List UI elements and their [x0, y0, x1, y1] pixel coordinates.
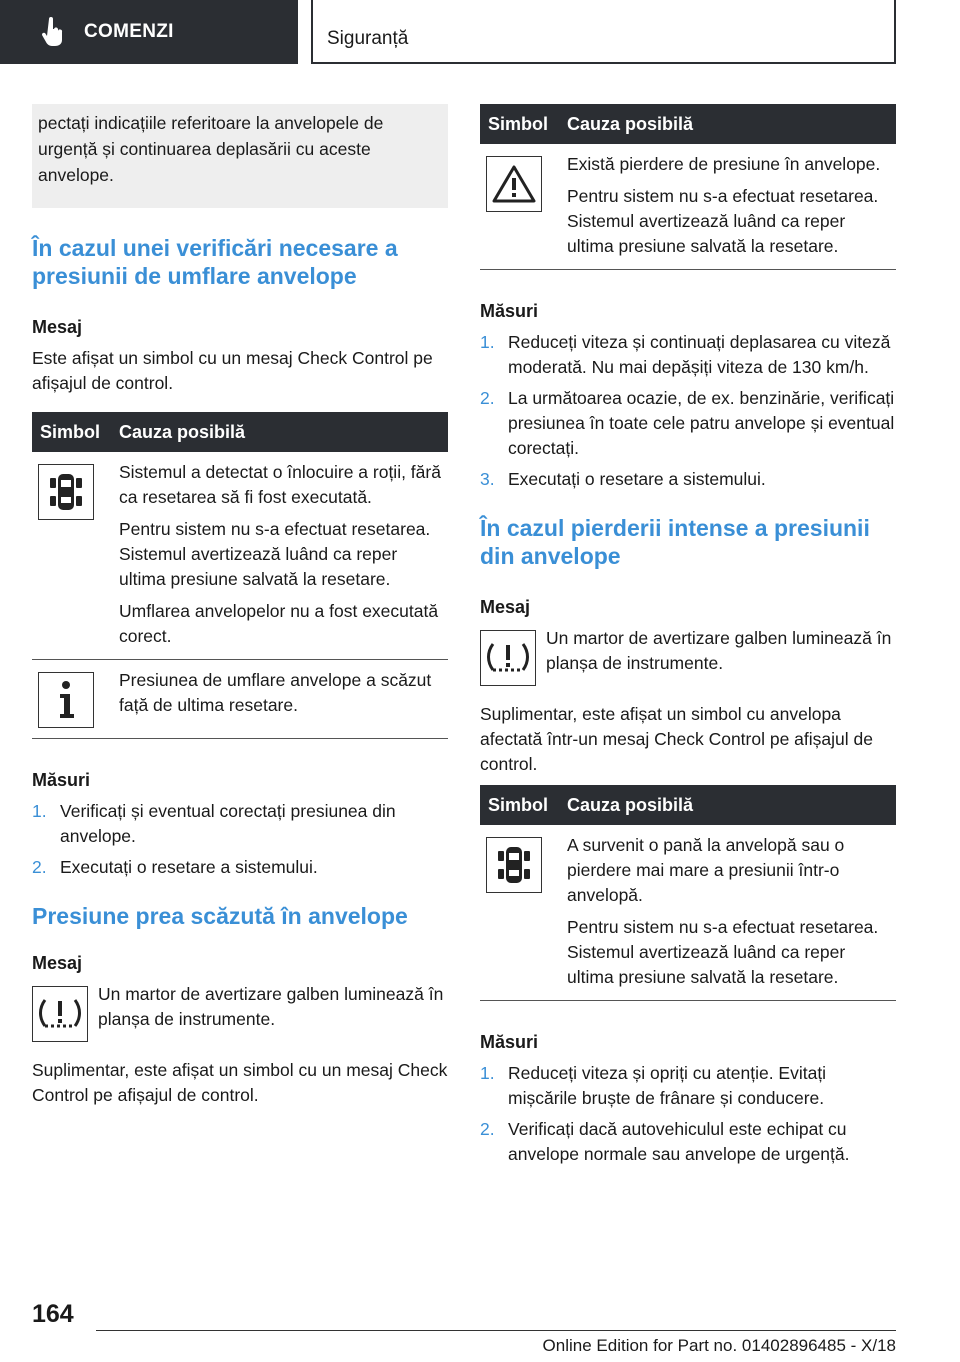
cause-text: Pentru sistem nu s-a efectuat resetarea. Sistemul avertizează luând ca reper ultima presiune salvată la resetare.: [567, 186, 879, 256]
measures-list: [480, 1061, 896, 1167]
measures-list: [480, 330, 896, 492]
table-header: [32, 412, 448, 452]
symbol-table: [480, 104, 896, 270]
section-heading: În cazul unei verificări necesare a presiunii de umflare anvelope: [32, 235, 398, 289]
header-symbol: Simbol: [488, 794, 549, 815]
right-column: [480, 104, 896, 1189]
cause-text: Presiunea de umflare anvelope a scăzut față de ultima resetare.: [119, 670, 432, 715]
cause-text: A survenit o pană la anvelopă sau o pierdere mai mare a presiunii într-o anvelopă.: [567, 835, 845, 905]
message-text: Suplimentar, este afișat un simbol cu un mesaj Check Control pe afișajul de control.: [32, 1060, 448, 1105]
symbol-table: [32, 412, 448, 739]
section-header: [311, 0, 896, 64]
measures-list: [32, 799, 448, 880]
list-item: 1. Reduceți viteza și opriți cu atenție. Evitați mișcările bruște de frânare și conducere.: [480, 1063, 827, 1108]
left-column: [32, 104, 448, 1124]
list-item: 2. Verificați dacă autovehiculul este echipat cu anvelope normale sau anvelope de urgență.: [480, 1119, 850, 1164]
tire-pressure-warning-icon: [32, 986, 88, 1042]
header-symbol: Simbol: [488, 113, 549, 134]
table-row: [480, 144, 896, 270]
message-label: Mesaj: [480, 597, 531, 617]
list-item: 3. Executați o resetare a sistemului.: [480, 469, 766, 489]
cause-text: Există pierdere de presiune în anvelope.: [567, 154, 881, 174]
warning-text: Un martor de avertizare galben luminează în planșa de instrumente.: [546, 628, 892, 673]
list-item: 1. Verificați și eventual corectați presiunea din anvelope.: [32, 801, 396, 846]
measures-label: Măsuri: [480, 301, 539, 321]
cause-text: Umflarea anvelopelor nu a fost executată corect.: [119, 601, 439, 646]
cause-text: Pentru sistem nu s-a efectuat resetarea. Sistemul avertizează luând ca reper ultima presiune salvată la resetare.: [567, 917, 879, 987]
edition-text: Online Edition for Part no. 01402896485 - X/18: [542, 1336, 896, 1355]
warning-triangle-icon: [486, 156, 542, 212]
header-cause: Cauza posibilă: [119, 421, 246, 442]
list-item: 2. La următoarea ocazie, de ex. benzinărie, verificați presiunea în toate cele patru anvelope și eventual corectați.: [480, 388, 895, 458]
warning-text: Un martor de avertizare galben luminează în planșa de instrumente.: [98, 984, 444, 1029]
table-header: [480, 104, 896, 144]
section-heading: În cazul pierderii intense a presiunii din anvelope: [480, 515, 870, 569]
header-cause: Cauza posibilă: [567, 794, 694, 815]
table-row: [32, 452, 448, 660]
warning-message: [32, 982, 448, 1042]
message-text: Suplimentar, este afișat un simbol cu anvelopa afectată într-un mesaj Check Control pe afișajul de control.: [480, 704, 873, 774]
message-label: Mesaj: [32, 317, 83, 337]
page-number: 164: [32, 1300, 74, 1328]
measures-label: Măsuri: [32, 770, 91, 790]
table-header: [480, 785, 896, 825]
warning-message: [480, 626, 896, 686]
tire-pressure-warning-icon: [480, 630, 536, 686]
measures-label: Măsuri: [480, 1032, 539, 1052]
table-row: [32, 660, 448, 739]
cause-text: Sistemul a detectat o înlocuire a roții, fără ca resetarea să fi fost executată.: [119, 462, 441, 507]
symbol-table: [480, 785, 896, 1001]
section-title: Siguranță: [327, 28, 409, 49]
header-cause: Cauza posibilă: [567, 113, 694, 134]
table-row: [480, 825, 896, 1001]
list-item: 2. Executați o resetare a sistemului.: [32, 857, 318, 877]
info-icon: [38, 672, 94, 728]
section-heading: Presiune prea scăzută în anvelope: [32, 903, 408, 929]
car-tires-icon: [38, 464, 94, 520]
chapter-label: COMENZI: [84, 21, 174, 42]
message-label: Mesaj: [32, 953, 83, 973]
message-text: Este afișat un simbol cu un mesaj Check Control pe afișajul de control.: [32, 348, 433, 393]
note-box: pectați indicațiile referitoare la anvelopele de urgență și continuarea deplasării cu aceste anvelope.: [32, 104, 448, 208]
hand-pointer-icon: [40, 17, 66, 47]
car-tires-icon: [486, 837, 542, 893]
list-item: 1. Reduceți viteza și continuați deplasarea cu viteză moderată. Nu mai depășiți viteza de 130 km/h.: [480, 332, 891, 377]
header-symbol: Simbol: [40, 421, 101, 442]
footer-divider: [96, 1330, 896, 1331]
chapter-tab[interactable]: [0, 0, 298, 64]
cause-text: Pentru sistem nu s-a efectuat resetarea. Sistemul avertizează luând ca reper ultima presiune salvată la resetare.: [119, 519, 431, 589]
